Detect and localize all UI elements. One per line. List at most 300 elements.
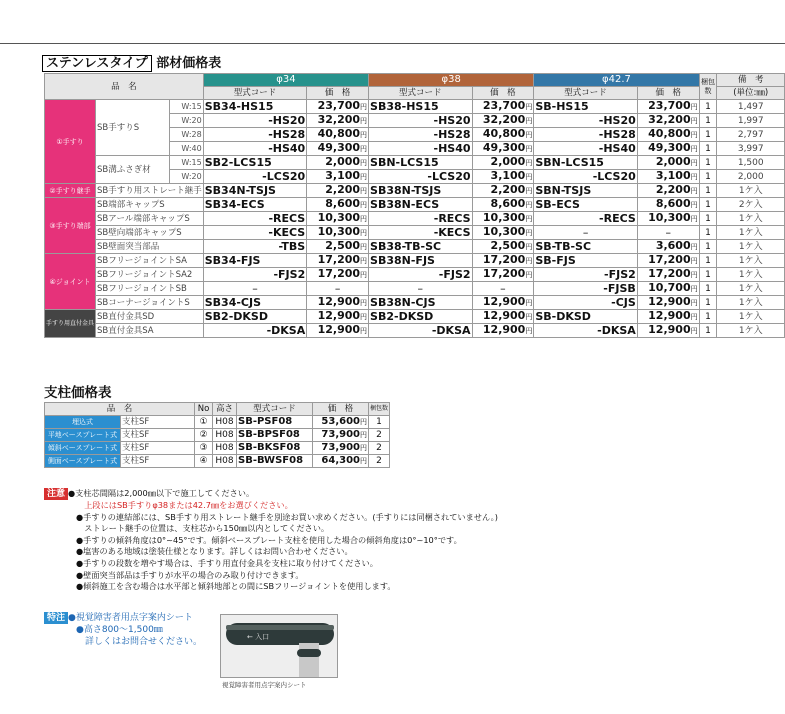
header-code: 型式コード (534, 87, 637, 100)
model-code: -FJS2 (369, 268, 472, 282)
model-code: SB2-DKSD (369, 310, 472, 324)
item-name: SB直付金具SD (96, 310, 204, 324)
remark: 1ケ入 (717, 184, 785, 198)
header-item-name: 品 名 (45, 74, 204, 100)
model-code: SB38N-ECS (369, 198, 472, 212)
price-value: – (500, 281, 506, 295)
photo-caption: 視覚障害者用点字案内シート (222, 681, 307, 689)
post-code: SB-BPSF08 (237, 429, 313, 442)
note-line (44, 558, 498, 570)
model-code: -DKSA (534, 324, 637, 338)
note-line (44, 546, 498, 558)
table-row (45, 455, 390, 468)
yen-unit: 円 (525, 271, 533, 279)
item-name: SB直付金具SA (96, 324, 204, 338)
header-price: 価 格 (472, 87, 534, 100)
item-name: SB溝ふさぎ材 (96, 156, 170, 184)
model-code: -KECS (203, 226, 306, 240)
price-value: 2,000 (655, 155, 691, 168)
model-code: -TBS (203, 240, 306, 254)
yen-unit: 円 (360, 131, 368, 139)
width-size: W:15 (169, 156, 203, 170)
table-row (45, 226, 785, 240)
price-value: 12,900 (317, 323, 361, 336)
price-value: 23,700 (317, 99, 361, 112)
price-value: 8,600 (655, 197, 691, 210)
header-code: 型式コード (369, 87, 472, 100)
price-cell (472, 184, 534, 198)
model-code: SB34-HS15 (203, 100, 306, 114)
price-cell (472, 324, 534, 338)
header-post-code: 型式コード (237, 403, 313, 416)
model-code: -HS28 (369, 128, 472, 142)
header-remark: 備 考 (717, 74, 785, 87)
price-value: 10,300 (648, 211, 691, 224)
item-name: SBフリージョイントSA (96, 254, 204, 268)
category-tanbu: ③手すり端部 (45, 198, 96, 254)
price-value: 17,200 (317, 253, 361, 266)
price-value: 2,200 (325, 183, 361, 196)
remark: 1,497 (717, 100, 785, 114)
model-code: SB34N-TSJS (203, 184, 306, 198)
post-type-badge: 側面ベースプレート式 (45, 455, 121, 468)
price-value: 17,200 (482, 253, 526, 266)
price-cell (637, 170, 699, 184)
table-row (45, 156, 785, 170)
item-name: SB手すり用ストレート継手 (97, 185, 202, 196)
item-name: SBフリージョイントSA2 (96, 268, 204, 282)
remark: 1,997 (717, 114, 785, 128)
note-line (44, 512, 498, 524)
header-remark-unit: (単位:㎜) (717, 87, 785, 100)
price-cell (472, 254, 534, 268)
price-cell (472, 226, 534, 240)
price-value: 2,500 (325, 239, 361, 252)
model-code: – (534, 226, 637, 240)
price-value: 8,600 (325, 197, 361, 210)
yen-unit: 円 (525, 201, 533, 209)
category-tesuri: ①手すり (45, 100, 96, 184)
model-code: -FJS2 (203, 268, 306, 282)
section-title-parts (42, 52, 221, 71)
yen-unit: 円 (360, 431, 367, 439)
remark: 1ケ入 (717, 240, 785, 254)
yen-unit: 円 (360, 201, 368, 209)
item-name: SB端部キャップS (96, 198, 204, 212)
yen-unit: 円 (360, 313, 368, 321)
yen-unit: 円 (360, 299, 368, 307)
yen-unit: 円 (360, 229, 368, 237)
table-row (45, 429, 390, 442)
post-code: SB-BWSF08 (237, 455, 313, 468)
yen-unit: 円 (690, 285, 698, 293)
price-value: – (334, 281, 341, 295)
post-no: ④ (195, 455, 213, 468)
yen-unit: 円 (690, 327, 698, 335)
price-cell (637, 128, 699, 142)
table-row (45, 310, 785, 324)
yen-unit: 円 (525, 159, 533, 167)
post-height: H08 (213, 442, 237, 455)
table-row (45, 100, 785, 114)
price-value: 73,900 (321, 442, 360, 453)
price-value: 2,000 (490, 155, 526, 168)
table-row (45, 282, 785, 296)
post-code: SB-PSF08 (237, 416, 313, 429)
price-value: 3,100 (325, 169, 361, 182)
model-code: SB-ECS (534, 198, 637, 212)
post-pack-qty: 2 (369, 455, 390, 468)
model-code: SB-FJS (534, 254, 637, 268)
price-cell (307, 324, 369, 338)
price-cell (472, 212, 534, 226)
header-code: 型式コード (203, 87, 306, 100)
width-size: W:15 (169, 100, 203, 114)
model-code: -HS20 (369, 114, 472, 128)
model-code: SB38-HS15 (369, 100, 472, 114)
yen-unit: 円 (360, 243, 368, 251)
price-value: 17,200 (648, 253, 691, 266)
remark: 1ケ入 (717, 268, 785, 282)
price-cell (307, 254, 369, 268)
note-text: ●塩害のある地域は塗装仕様となります。詳しくはお問い合わせください。 (76, 546, 353, 557)
note-text: ●手すりの連結部には、SB手すり用ストレート継手を別途お買い求めください。(手すりには同梱されていません。) (76, 511, 498, 522)
remark: 2,797 (717, 128, 785, 142)
price-value: 2,200 (490, 183, 526, 196)
yen-unit: 円 (360, 117, 368, 125)
post-name: 支柱SF (121, 442, 195, 455)
table-row (45, 324, 785, 338)
table-row (45, 184, 785, 198)
yen-unit: 円 (690, 313, 698, 321)
pack-qty: 1 (699, 254, 717, 268)
price-cell (307, 198, 369, 212)
post-name: 支柱SF (121, 429, 195, 442)
pack-qty: 1 (699, 324, 717, 338)
pack-qty: 1 (699, 100, 717, 114)
price-cell (637, 184, 699, 198)
post-no: ① (195, 416, 213, 429)
note-text: ストレート継手の位置は、支柱芯から150㎜以内としてください。 (76, 523, 330, 534)
header-price: 価 格 (637, 87, 699, 100)
remark: 1ケ入 (717, 296, 785, 310)
price-cell (472, 310, 534, 324)
price-cell (637, 212, 699, 226)
price-value: 12,900 (648, 295, 691, 308)
parts-price-table (44, 73, 785, 338)
handrail-illustration (221, 615, 337, 677)
model-code: SB-TB-SC (534, 240, 637, 254)
price-value: 8,600 (490, 197, 526, 210)
yen-unit: 円 (525, 173, 533, 181)
model-code: -KECS (369, 226, 472, 240)
model-code: -CJS (534, 296, 637, 310)
price-value: 40,800 (482, 127, 526, 140)
yen-unit: 円 (525, 299, 533, 307)
model-code: SB38N-FJS (369, 254, 472, 268)
price-cell (307, 282, 369, 296)
pack-qty: 1 (699, 268, 717, 282)
price-value: 49,300 (317, 141, 361, 154)
note-line (44, 535, 498, 547)
price-cell (307, 240, 369, 254)
price-value: 32,200 (482, 113, 526, 126)
header-pack-qty: 梱包数 (699, 74, 717, 100)
price-value: 3,600 (655, 239, 691, 252)
price-value: 32,200 (317, 113, 361, 126)
pack-qty: 1 (699, 114, 717, 128)
price-value: 10,300 (482, 211, 526, 224)
yen-unit: 円 (360, 271, 368, 279)
table-row (45, 212, 785, 226)
yen-unit: 円 (690, 215, 698, 223)
price-value: 10,300 (482, 225, 526, 238)
pack-qty: 1 (699, 170, 717, 184)
yen-unit: 円 (360, 103, 368, 111)
remark: 2ケ入 (717, 198, 785, 212)
yen-unit: 円 (525, 257, 533, 265)
post-pack-qty: 2 (369, 442, 390, 455)
price-cell (637, 156, 699, 170)
post-pack-qty: 2 (369, 429, 390, 442)
remark: 1ケ入 (717, 310, 785, 324)
price-value: 73,900 (321, 429, 360, 440)
item-name: SBコーナージョイントS (96, 296, 204, 310)
yen-unit: 円 (690, 131, 698, 139)
price-cell (307, 128, 369, 142)
price-cell (472, 156, 534, 170)
price-value: 17,200 (648, 267, 691, 280)
price-cell (307, 296, 369, 310)
yen-unit: 円 (360, 145, 368, 153)
remark: 3,997 (717, 142, 785, 156)
price-cell (472, 128, 534, 142)
post-no: ③ (195, 442, 213, 455)
price-cell (307, 156, 369, 170)
yen-unit: 円 (525, 145, 533, 153)
model-code: -LCS20 (534, 170, 637, 184)
table-row (45, 240, 785, 254)
yen-unit: 円 (360, 444, 367, 452)
post-price-cell (313, 455, 369, 468)
price-value: 12,900 (648, 309, 691, 322)
price-cell (307, 212, 369, 226)
yen-unit: 円 (690, 145, 698, 153)
remark: 1ケ入 (717, 324, 785, 338)
header-post-price: 価 格 (313, 403, 369, 416)
yen-unit: 円 (360, 257, 368, 265)
width-size: W:20 (169, 170, 203, 184)
price-value: 23,700 (482, 99, 526, 112)
notes-block (44, 488, 498, 593)
yen-unit: 円 (525, 117, 533, 125)
price-value: 12,900 (482, 309, 526, 322)
price-value: 40,800 (648, 127, 691, 140)
yen-unit: 円 (360, 159, 368, 167)
category-kanagu: 手すり用直付金具 (45, 310, 96, 338)
header-no: No (195, 403, 213, 416)
header-post-qty: 梱包数 (369, 403, 390, 416)
yen-unit: 円 (525, 187, 533, 195)
model-code: SB38N-CJS (369, 296, 472, 310)
price-cell (637, 268, 699, 282)
price-cell (637, 282, 699, 296)
header-price: 価 格 (307, 87, 369, 100)
item-name: SB手すりS (96, 100, 170, 156)
price-value: 17,200 (317, 267, 361, 280)
post-code: SB-BKSF08 (237, 442, 313, 455)
price-cell (472, 198, 534, 212)
width-size: W:40 (169, 142, 203, 156)
note-text: ●壁面突当部品は手すりが水平の場合のみ取り付けできます。 (76, 569, 304, 580)
header-phi38: φ38 (369, 74, 534, 87)
price-cell (307, 114, 369, 128)
yen-unit: 円 (360, 187, 368, 195)
price-cell (637, 226, 699, 240)
yen-unit: 円 (360, 457, 367, 465)
item-name: SBフリージョイントSB (96, 282, 204, 296)
yen-unit: 円 (690, 299, 698, 307)
note-text: ●手すりの段数を増やす場合は、手すり用直付金具を支柱に取り付けてください。 (76, 557, 378, 568)
model-code: SBN-LCS15 (534, 156, 637, 170)
price-value: 53,600 (321, 416, 360, 427)
price-value: 40,800 (317, 127, 361, 140)
note-text: 上段にはSB手すりφ38または42.7㎜をお選びください。 (76, 500, 293, 510)
note-text: ●支柱芯間隔は2,000㎜以下で施工してください。 (68, 488, 255, 498)
yen-unit: 円 (525, 215, 533, 223)
item-name: SB壁面突当部品 (96, 240, 204, 254)
model-code: SB38-TB-SC (369, 240, 472, 254)
price-value: 64,300 (321, 455, 360, 466)
parts-price-title: 部材価格表 (156, 56, 222, 71)
model-code: SB2-LCS15 (203, 156, 306, 170)
item-name: SB壁向端部キャップS (96, 226, 204, 240)
yen-unit: 円 (690, 103, 698, 111)
price-cell (637, 310, 699, 324)
yen-unit: 円 (690, 187, 698, 195)
price-cell (472, 170, 534, 184)
price-cell (472, 142, 534, 156)
price-value: 3,100 (655, 169, 691, 182)
price-value: 2,500 (490, 239, 526, 252)
table-row (45, 416, 390, 429)
model-code: – (369, 282, 472, 296)
note-line (44, 523, 498, 535)
yen-unit: 円 (525, 313, 533, 321)
remark: 1ケ入 (717, 226, 785, 240)
price-cell (307, 310, 369, 324)
pack-qty: 1 (699, 198, 717, 212)
caution-label: 注意 (44, 488, 68, 500)
price-value: – (665, 225, 671, 239)
price-cell (472, 268, 534, 282)
price-cell (307, 226, 369, 240)
special-line-2: ●高さ800～1,500㎜ (76, 625, 163, 635)
model-code: -HS28 (534, 128, 637, 142)
special-order-block (44, 612, 202, 648)
model-code: -DKSA (203, 324, 306, 338)
model-code: -DKSA (369, 324, 472, 338)
model-code: SB34-CJS (203, 296, 306, 310)
model-code: SB38N-TSJS (369, 184, 472, 198)
model-code: -LCS20 (369, 170, 472, 184)
model-code: SB-HS15 (534, 100, 637, 114)
table-row (45, 254, 785, 268)
model-code: -FJS2 (534, 268, 637, 282)
pack-qty: 1 (699, 282, 717, 296)
header-post-name: 品 名 (45, 403, 195, 416)
pack-qty: 1 (699, 128, 717, 142)
pack-qty: 1 (699, 142, 717, 156)
model-code: -HS40 (203, 142, 306, 156)
special-line-3: 詳しくはお問合せください。 (76, 637, 203, 647)
post-height: H08 (213, 429, 237, 442)
yen-unit: 円 (690, 257, 698, 265)
note-line (44, 488, 498, 500)
price-value: 2,200 (655, 183, 691, 196)
yen-unit: 円 (690, 243, 698, 251)
table-row (45, 442, 390, 455)
model-code: -LCS20 (203, 170, 306, 184)
pack-qty: 1 (699, 184, 717, 198)
model-code: SB2-DKSD (203, 310, 306, 324)
model-code: -FJSB (534, 282, 637, 296)
post-price-title: 支柱価格表 (44, 385, 112, 401)
price-cell (472, 296, 534, 310)
price-cell (472, 114, 534, 128)
price-cell (637, 240, 699, 254)
yen-unit: 円 (525, 243, 533, 251)
price-cell (637, 254, 699, 268)
post-name: 支柱SF (121, 416, 195, 429)
yen-unit: 円 (525, 327, 533, 335)
model-code: -HS40 (369, 142, 472, 156)
model-code: SBN-TSJS (534, 184, 637, 198)
note-line (44, 570, 498, 582)
post-price-cell (313, 416, 369, 429)
header-phi42: φ42.7 (534, 74, 699, 87)
yen-unit: 円 (525, 229, 533, 237)
model-code: -RECS (369, 212, 472, 226)
header-phi34: φ34 (203, 74, 368, 87)
remark: 1,500 (717, 156, 785, 170)
post-height: H08 (213, 455, 237, 468)
model-code: -HS20 (534, 114, 637, 128)
price-cell (307, 268, 369, 282)
pack-qty: 1 (699, 212, 717, 226)
model-code: -HS40 (534, 142, 637, 156)
model-code: SB-DKSD (534, 310, 637, 324)
table-row (45, 268, 785, 282)
yen-unit: 円 (360, 327, 368, 335)
price-value: 10,300 (317, 211, 361, 224)
remark: 1ケ入 (717, 212, 785, 226)
width-size: W:28 (169, 128, 203, 142)
pack-qty: 1 (699, 226, 717, 240)
price-value: 12,900 (482, 323, 526, 336)
note-line (44, 500, 498, 512)
model-code: SB34-ECS (203, 198, 306, 212)
category-tsugite: ②手すり継手 (45, 184, 96, 198)
price-value: 32,200 (648, 113, 691, 126)
price-cell (637, 114, 699, 128)
price-cell (307, 184, 369, 198)
yen-unit: 円 (690, 117, 698, 125)
remark: 1ケ入 (717, 254, 785, 268)
price-cell (637, 198, 699, 212)
post-type-badge: 傾斜ベースプレート式 (45, 442, 121, 455)
stainless-type-label: ステンレスタイプ (42, 55, 152, 72)
